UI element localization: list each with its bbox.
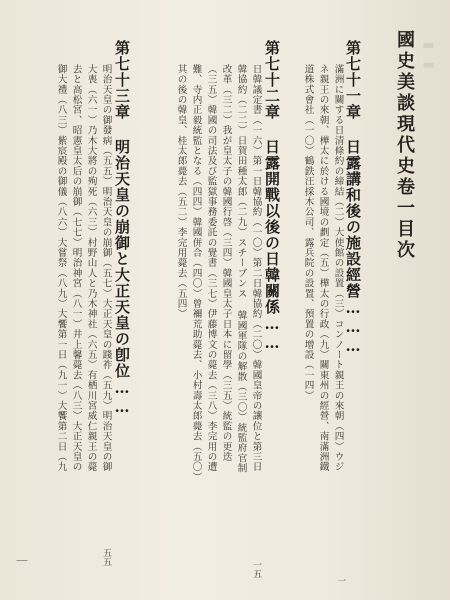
chapter-72-line-6: 其の後の韓皇、桂太郎薨去（五二）李完用薨去（五四） (175, 64, 187, 319)
chapter-71-title: 第七十一章 日露講和後の施設經營……… (344, 40, 362, 356)
chapter-71-line-2: ネ親王の來朝、樺太に於ける國境の劃定（五）樺太の行政（九）關東州の經營、南滿洲鐵 (317, 64, 329, 472)
chapter-72-line-2: 韓協約（二二）日賀田種太郎（二九）スチーブンス 韓國軍隊の解散（三〇）統監府官制 (235, 64, 247, 474)
chapter-73-line-4: 御大禮（八三）紫宸殿の御儀（八六）大嘗祭（八九）大饗第一日（九一）大饗第二日（九 (55, 64, 67, 472)
chapter-73-line-3: 去と高松宮、昭憲皇太后の崩御（七七）明治神宮（八一）井上馨薨去（八三）大正天皇の (70, 64, 82, 472)
chapter-73-page-number: 五五 (101, 548, 111, 566)
chapter-72-line-4: （三五）韓國の司法及び監獄事務委託の覺書（三七）伊藤博文の薨去（三八）李完用の遭 (205, 64, 217, 472)
chapter-72-line-1: 日韓議定書（一六）第一日韓協約（一〇）第二日韓協約（二〇）韓國皇帝の讓位と第三日 (250, 64, 262, 472)
chapter-73-title: 第七十三章 明治天皇の崩御と大正天皇の卽位…… (113, 40, 131, 417)
chapter-72-title: 第七十二章 日露開戰以後の日韓關係…… (263, 40, 281, 353)
chapter-73-line-2: 大喪（六一）乃木大將の殉死（六三）村野山人と乃木神社（六五）有栖川宮威仁親王の薨 (85, 64, 97, 472)
page-folio: ｜ (15, 555, 28, 566)
chapter-73-line-1: 明治天皇の御發病（五五）明治天皇の崩御（五七）大正天皇の踐祚（五九）明治天皇の御 (100, 64, 112, 472)
book-title: 國史美談現代史卷一目次 (394, 30, 415, 261)
chapter-71-line-3: 道株式會社（一〇）鶴鉄汪採木公司、露兵院の設置、預置の增設（一四） (302, 64, 314, 401)
bleed-through-marks: ▬ ▬ (421, 38, 436, 73)
chapter-72-line-5: 難、寺内正毅統監となる（四四）韓國併合（四〇）曾禰荒助薨去、小村壽太郎薨去（五〇） (190, 64, 202, 483)
chapter-71-page-number: 一 (335, 576, 345, 585)
chapter-72-line-3: 改革（三二）我が皇太子の韓國行啓（三四）韓國皇太子日本に留學（三五）統監の更迭 (220, 64, 232, 462)
chapter-72-page-number: 一五 (251, 560, 261, 578)
chapter-71-line-1: 滿洲に關する日清條約の締結（二）大使館の設置（三）コンノート親王の來朝（四）ウジ (332, 64, 344, 472)
